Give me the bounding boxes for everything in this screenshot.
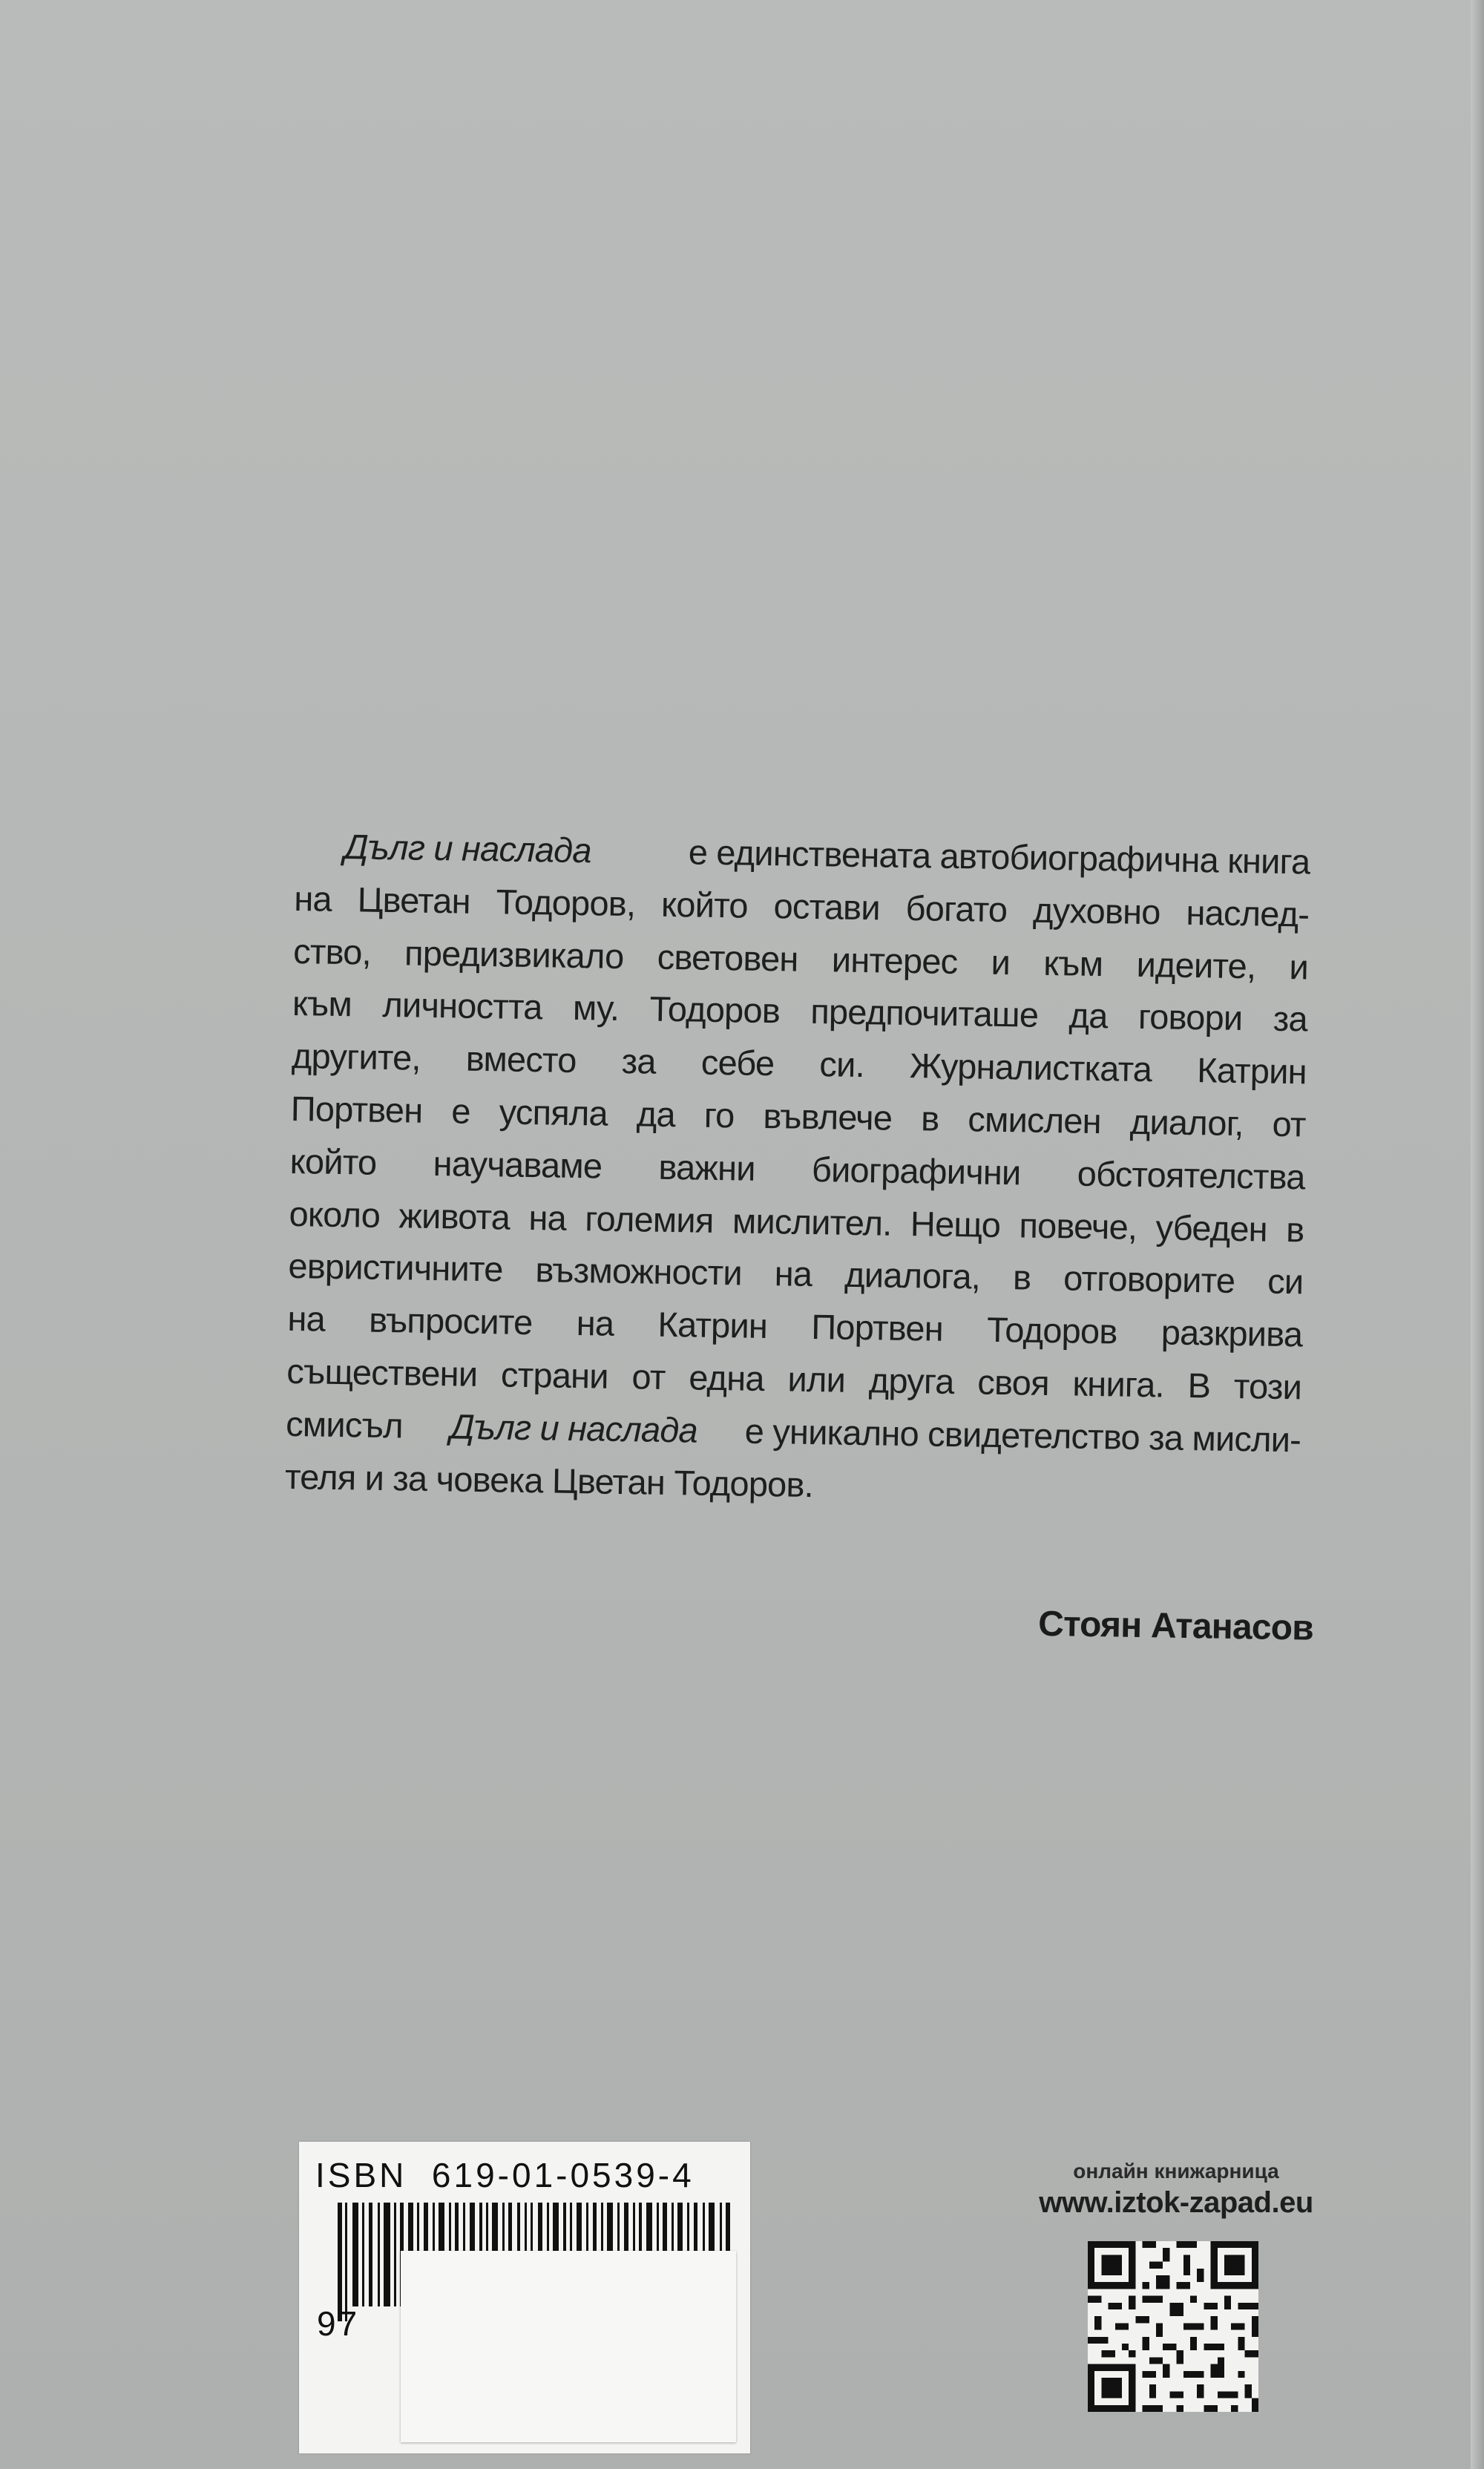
blurb-word: на xyxy=(293,878,332,919)
blurb-word: наслед- xyxy=(1186,892,1310,934)
blurb-word: евристичните xyxy=(288,1246,503,1289)
blurb-word: Цветан xyxy=(357,879,471,921)
blurb-word: го xyxy=(703,1095,735,1135)
blurb-word: убеден xyxy=(1155,1207,1268,1249)
blurb-line-text: е единствената автобиографична книга xyxy=(679,832,1310,882)
blurb-word: предпочиташе xyxy=(810,991,1039,1035)
blurb-word: разкрива xyxy=(1160,1312,1303,1354)
blurb-word: научаваме xyxy=(433,1143,603,1186)
blurb-word: остави xyxy=(773,885,881,928)
blurb-word: повече, xyxy=(1019,1204,1137,1247)
blurb-word: богато xyxy=(905,888,1008,929)
blurb-word: себе xyxy=(700,1042,775,1083)
blurb-word: си xyxy=(1267,1262,1304,1302)
blurb-word: от xyxy=(1272,1104,1307,1144)
blurb-word: диалога, xyxy=(844,1255,981,1296)
blurb-word: мислител. xyxy=(732,1200,892,1243)
blurb-word: идеите, xyxy=(1136,944,1256,986)
price-sticker xyxy=(401,2251,736,2442)
blurb-word: да xyxy=(1068,995,1108,1036)
blurb-author: Стоян Атанасов xyxy=(1037,1604,1314,1648)
blurb-word: страни xyxy=(500,1354,609,1396)
blurb-word: към xyxy=(1043,942,1103,983)
bookstore-url[interactable]: www.iztok-zapad.eu xyxy=(1039,2186,1313,2219)
blurb-word: в xyxy=(1012,1257,1031,1298)
blurb-word: обстоятелства xyxy=(1077,1153,1306,1197)
blurb-word: Журналистката xyxy=(909,1046,1152,1089)
blurb-word: който xyxy=(660,884,749,925)
book-title-italic: Дълг и наслада xyxy=(450,1406,698,1450)
blurb-word: въпросите xyxy=(368,1299,533,1342)
blurb-word: на xyxy=(774,1253,812,1294)
bookstore-label: онлайн книжарница xyxy=(1073,2160,1279,2183)
blurb-line-text: теля и за човека Цветан Тодоров. xyxy=(284,1456,814,1504)
blurb-word: на xyxy=(576,1303,614,1343)
blurb-word: книга. xyxy=(1072,1363,1165,1405)
blurb-word: биографични xyxy=(811,1149,1021,1193)
qr-code[interactable] xyxy=(1088,2241,1258,2412)
blurb-word: за xyxy=(1273,999,1308,1039)
blurb-word: своя xyxy=(977,1362,1050,1403)
blurb-word: на xyxy=(287,1299,326,1339)
blurb-word: към xyxy=(292,983,352,1024)
blurb-word: или xyxy=(787,1359,846,1400)
blurb-word: Нещо xyxy=(910,1203,1001,1245)
blurb-word: интерес xyxy=(831,939,958,981)
blurb-word: големия xyxy=(584,1198,714,1240)
blurb-word: Тодоров xyxy=(649,988,781,1031)
blurb-word: и xyxy=(1289,946,1309,987)
blurb-word: Тодоров xyxy=(986,1309,1117,1351)
blurb-word: успяла xyxy=(499,1092,608,1133)
blurb-word: около xyxy=(289,1193,381,1235)
blurb-word: за xyxy=(621,1041,657,1081)
blurb-word: световен xyxy=(657,937,799,979)
blurb-word: духовно xyxy=(1032,890,1161,932)
blurb-word: и xyxy=(991,942,1011,982)
blurb-word: вместо xyxy=(465,1038,577,1081)
blurb-word: си. xyxy=(819,1044,865,1085)
blurb-word: този xyxy=(1233,1365,1302,1407)
blurb-word: живота xyxy=(398,1195,510,1237)
blurb-word: смислен xyxy=(967,1099,1102,1141)
blurb-word: в xyxy=(920,1098,939,1138)
blurb-word: да xyxy=(636,1094,676,1135)
blurb-word: Портвен xyxy=(810,1307,944,1348)
isbn-number: ISBN 619-01-0539-4 xyxy=(315,2156,695,2194)
blurb-word: друга xyxy=(868,1360,955,1402)
blurb-word: диалог, xyxy=(1129,1101,1244,1144)
blurb-word: въвлече xyxy=(763,1095,893,1138)
blurb-word: отговорите xyxy=(1063,1258,1235,1301)
blurb-text xyxy=(285,820,1310,1519)
blurb-word: от xyxy=(631,1357,666,1397)
blurb-word: му. xyxy=(572,988,620,1029)
blurb-word: Тодоров, xyxy=(496,882,636,924)
blurb-word: който xyxy=(289,1141,377,1182)
blurb-word: ство, xyxy=(292,931,372,972)
blurb-word: Катрин xyxy=(657,1304,768,1346)
blurb-word: е xyxy=(450,1091,471,1131)
blurb-word: личността xyxy=(381,985,542,1027)
book-title-italic: Дълг и наслада xyxy=(344,827,592,870)
blurb-line-text: е уникално свидетелство за мисли- xyxy=(735,1411,1301,1460)
blurb-word: важни xyxy=(658,1147,756,1188)
blurb-word: възможности xyxy=(535,1250,743,1293)
blurb-word: другите, xyxy=(291,1036,421,1078)
blurb-word: предизвикало xyxy=(404,932,624,976)
blurb-line-text: смисъл xyxy=(285,1403,413,1446)
blurb-word: съществени xyxy=(286,1351,478,1394)
blurb-word: говори xyxy=(1137,997,1243,1038)
blurb-word: Портвен xyxy=(290,1088,423,1130)
blurb-word: В xyxy=(1187,1365,1211,1406)
bookstore-info xyxy=(1028,2160,1324,2220)
blurb-word: една xyxy=(688,1357,765,1398)
blurb-word: в xyxy=(1285,1209,1304,1249)
barcode-digits: 97 xyxy=(317,2304,360,2343)
blurb-word: Катрин xyxy=(1196,1050,1307,1092)
cover-edge xyxy=(1471,0,1484,2469)
blurb-word: на xyxy=(528,1197,567,1238)
